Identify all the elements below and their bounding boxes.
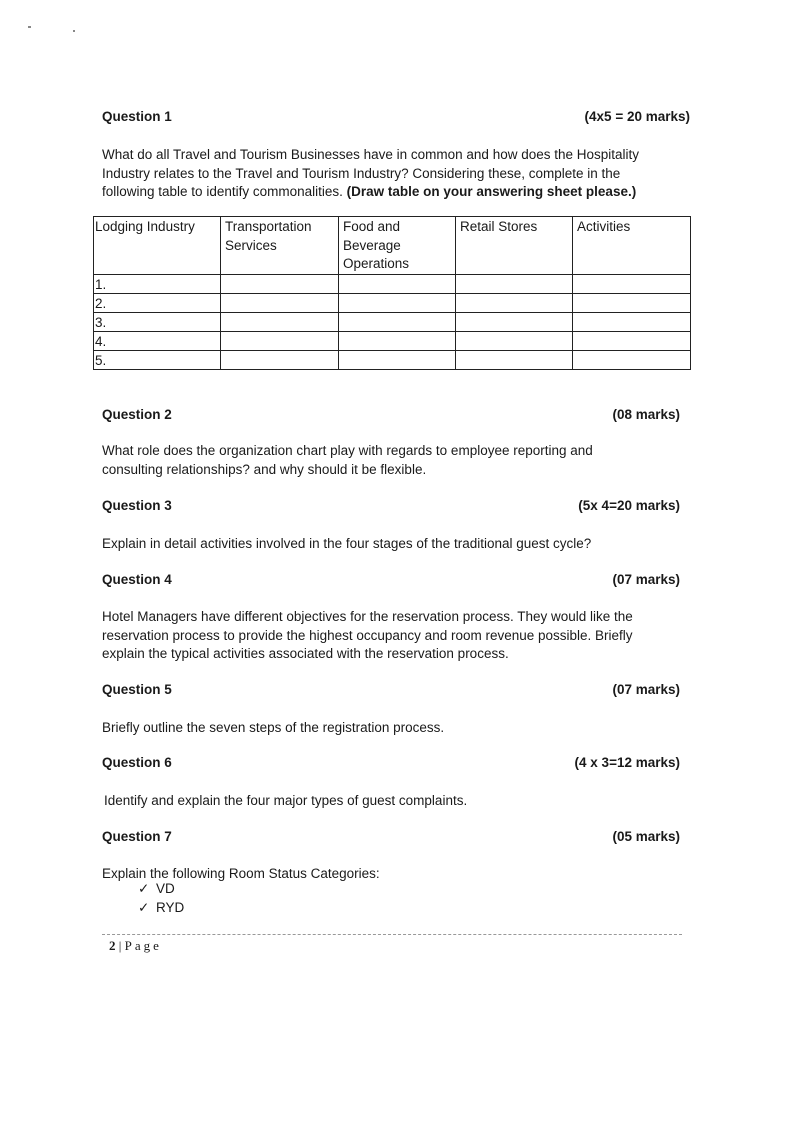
question-title: Question 2 [102, 407, 172, 422]
question-1-header [102, 109, 690, 124]
table-cell [221, 312, 339, 331]
list-item [138, 899, 184, 918]
table-cell [339, 293, 456, 312]
page-label: Page [124, 938, 162, 953]
table-cell [573, 274, 691, 293]
question-marks: (5x 4=20 marks) [578, 498, 680, 513]
question-marks: (08 marks) [612, 407, 680, 422]
table-header-row [94, 217, 691, 275]
table-row [94, 331, 691, 350]
question-marks: (05 marks) [612, 829, 680, 844]
row-number: 3. [94, 312, 221, 331]
row-number: 2. [94, 293, 221, 312]
scan-artifact [28, 26, 31, 28]
table-cell [456, 312, 573, 331]
question-7-text: Explain the following Room Status Categories: [102, 866, 380, 881]
table-cell [221, 274, 339, 293]
table-cell [573, 293, 691, 312]
table-cell [456, 274, 573, 293]
table-cell [221, 331, 339, 350]
page-footer [109, 938, 162, 954]
scan-artifact [73, 30, 75, 32]
question-5-header [102, 682, 680, 697]
table-cell [456, 331, 573, 350]
table-cell [573, 331, 691, 350]
table-cell [339, 312, 456, 331]
list-item-label: RYD [156, 899, 185, 915]
question-2-header [102, 407, 680, 422]
table-cell [339, 274, 456, 293]
page-number: 2 [109, 938, 116, 953]
footer-divider [102, 934, 682, 935]
list-item-label: VD [156, 881, 175, 896]
table-row [94, 274, 691, 293]
question-3-text: Explain in detail activities involved in the four stages of the traditional guest cycle? [102, 536, 592, 551]
question-4-text: Hotel Managers have different objectives for the reservation process. They would like the reservation process to provide the highest occupancy and room revenue possible. Briefly explain the typical activities associated with the reservation process. [102, 609, 633, 661]
column-header: Activities [573, 217, 691, 275]
list-item [138, 880, 184, 899]
commonalities-table [93, 216, 691, 370]
column-header: Retail Stores [456, 217, 573, 275]
column-header: Food and Beverage Operations [339, 217, 456, 275]
question-4-header [102, 572, 680, 587]
question-title: Question 7 [102, 829, 172, 844]
question-title: Question 3 [102, 498, 172, 513]
row-number: 4. [94, 331, 221, 350]
row-number: 5. [94, 350, 221, 369]
question-marks: (07 marks) [612, 682, 680, 697]
question-5-text: Briefly outline the seven steps of the registration process. [102, 720, 445, 735]
question-6-text: Identify and explain the four major types of guest complaints. [104, 793, 468, 808]
instruction-bold: (Draw table on your answering sheet please.) [346, 184, 637, 199]
table-cell [456, 293, 573, 312]
question-title: Question 4 [102, 572, 172, 587]
column-header: Transportation Services [221, 217, 339, 275]
question-6-header [102, 755, 680, 770]
table-row [94, 312, 691, 331]
table-row [94, 293, 691, 312]
table-cell [456, 350, 573, 369]
table-row [94, 350, 691, 369]
question-title: Question 5 [102, 682, 172, 697]
table-cell [339, 350, 456, 369]
question-3-header [102, 498, 680, 513]
row-number: 1. [94, 274, 221, 293]
column-header: Lodging Industry [94, 217, 221, 275]
question-title: Question 6 [102, 755, 172, 770]
question-title: Question 1 [102, 109, 172, 124]
checkmark-icon: ✓ [138, 881, 150, 896]
table-cell [573, 350, 691, 369]
question-marks: (4 x 3=12 marks) [574, 755, 680, 770]
table-cell [339, 331, 456, 350]
footer-separator: | [118, 938, 122, 953]
question-1-text: What do all Travel and Tourism Businesses have in common and how does the Hospitality Industry relates to the Travel and Tourism Industry? Considering these, complete in the following table to identify commonalities. (Draw table on your answering sheet please.) [102, 147, 640, 199]
question-2-text: What role does the organization chart play with regards to employee reporting and consulting relationships? and why should it be flexible. [102, 443, 593, 477]
question-marks: (07 marks) [612, 572, 680, 587]
table-cell [573, 312, 691, 331]
room-status-list [138, 880, 184, 917]
table-cell [221, 350, 339, 369]
question-7-header [102, 829, 680, 844]
table-cell [221, 293, 339, 312]
checkmark-icon: ✓ [138, 899, 150, 915]
question-marks: (4x5 = 20 marks) [584, 109, 690, 124]
